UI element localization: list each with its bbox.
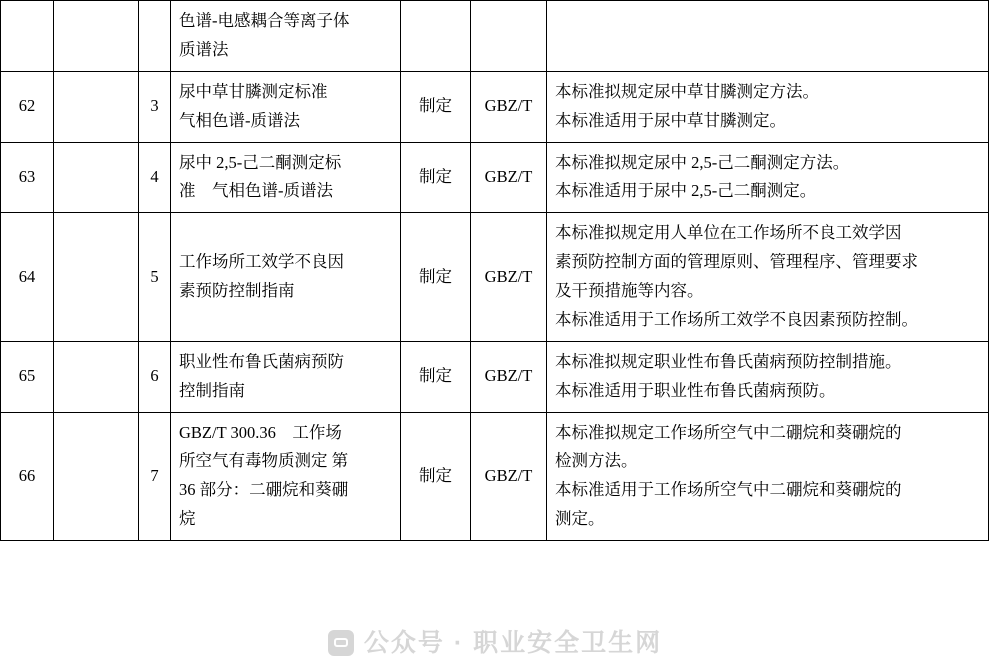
standard-desc-line: 素预防控制方面的管理原则、管理程序、管理要求 xyxy=(555,252,918,272)
row-seq-cell xyxy=(139,1,171,72)
standard-desc-line: 本标准适用于工作场所工效学不良因素预防控制。 xyxy=(555,309,918,329)
standard-name-line: 尿中草甘膦测定标准 xyxy=(179,81,328,101)
standard-name-line: 色谱-电感耦合等离子体 xyxy=(179,11,350,30)
row-seq-cell: 6 xyxy=(139,341,171,412)
standard-desc-line: 检测方法。 xyxy=(555,451,638,471)
standard-type-cell: 制定 xyxy=(401,142,471,213)
row-number-cell: 66 xyxy=(1,412,54,541)
standard-type-cell xyxy=(401,1,471,72)
standard-name-line: 尿中 2,5-己二酮测定标 xyxy=(179,152,342,172)
table-row xyxy=(1,213,989,342)
standard-code-cell: GBZ/T xyxy=(471,142,547,213)
standard-desc-line: 本标准适用于职业性布鲁氏菌病预防。 xyxy=(555,380,836,400)
row-number-cell: 64 xyxy=(1,213,54,342)
standard-desc-line: 本标准适用于尿中草甘膦测定。 xyxy=(555,110,786,130)
standard-name-line: 准 气相色谱-质谱法 xyxy=(179,181,333,201)
row-seq-cell: 5 xyxy=(139,213,171,342)
standard-desc-cell xyxy=(547,412,989,541)
row-seq-cell: 4 xyxy=(139,142,171,213)
standard-name-cell xyxy=(171,412,401,541)
standard-code-cell: GBZ/T xyxy=(471,71,547,142)
standard-desc-cell xyxy=(547,142,989,213)
standard-code-cell: GBZ/T xyxy=(471,213,547,342)
standard-desc-line: 本标准拟规定工作场所空气中二硼烷和葵硼烷的 xyxy=(555,422,902,442)
row-seq-cell: 7 xyxy=(139,412,171,541)
standard-name-line: 所空气有毒物质测定 第 xyxy=(179,451,349,471)
standard-desc-cell xyxy=(547,71,989,142)
row-group-cell xyxy=(54,213,139,342)
standard-name-cell xyxy=(171,71,401,142)
standard-name-cell xyxy=(171,213,401,342)
standard-name-line: 素预防控制指南 xyxy=(179,281,295,300)
standard-name-cell xyxy=(171,341,401,412)
wechat-icon xyxy=(328,630,354,656)
standard-desc-cell xyxy=(547,1,989,72)
row-number-cell: 65 xyxy=(1,341,54,412)
standard-desc-line: 本标准适用于尿中 2,5-己二酮测定。 xyxy=(555,181,817,201)
standard-name-line: 烷 xyxy=(179,509,196,529)
standards-table-body xyxy=(1,1,989,541)
standard-type-cell: 制定 xyxy=(401,341,471,412)
standard-desc-line: 本标准拟规定尿中 2,5-己二酮测定方法。 xyxy=(555,152,850,172)
row-group-cell xyxy=(54,142,139,213)
standard-type-cell: 制定 xyxy=(401,71,471,142)
standard-name-line: 气相色谱-质谱法 xyxy=(179,110,300,130)
row-group-cell xyxy=(54,341,139,412)
standard-name-line: 工作场所工效学不良因 xyxy=(179,252,344,272)
standard-type-cell: 制定 xyxy=(401,412,471,541)
row-seq-cell: 3 xyxy=(139,71,171,142)
standard-desc-cell xyxy=(547,213,989,342)
standard-type-cell: 制定 xyxy=(401,213,471,342)
watermark xyxy=(0,623,990,659)
table-row xyxy=(1,71,989,142)
standard-name-line: GBZ/T 300.36 工作场 xyxy=(179,422,342,442)
standard-code-cell: GBZ/T xyxy=(471,341,547,412)
table-row xyxy=(1,412,989,541)
standard-desc-line: 本标准拟规定用人单位在工作场所不良工效学因 xyxy=(555,223,902,243)
standard-code-cell xyxy=(471,1,547,72)
table-row xyxy=(1,142,989,213)
standard-desc-line: 本标准拟规定尿中草甘膦测定方法。 xyxy=(555,81,819,101)
standard-name-line: 质谱法 xyxy=(179,39,229,59)
row-number-cell: 63 xyxy=(1,142,54,213)
row-group-cell xyxy=(54,412,139,541)
table-row xyxy=(1,1,989,72)
row-number-cell: 62 xyxy=(1,71,54,142)
standard-name-line: 职业性布鲁氏菌病预防 xyxy=(179,351,344,371)
standard-desc-line: 测定。 xyxy=(555,509,605,529)
standard-desc-line: 及干预措施等内容。 xyxy=(555,281,704,300)
standard-name-line: 控制指南 xyxy=(179,380,245,400)
row-group-cell xyxy=(54,71,139,142)
row-number-cell xyxy=(1,1,54,72)
row-group-cell xyxy=(54,1,139,72)
standard-desc-cell xyxy=(547,341,989,412)
standard-name-cell xyxy=(171,142,401,213)
standard-name-cell xyxy=(171,1,401,72)
standard-code-cell: GBZ/T xyxy=(471,412,547,541)
standard-name-line: 36 部分：二硼烷和葵硼 xyxy=(179,480,349,500)
table-row xyxy=(1,341,989,412)
standard-desc-line: 本标准适用于工作场所空气中二硼烷和葵硼烷的 xyxy=(555,480,902,500)
standard-desc-line: 本标准拟规定职业性布鲁氏菌病预防控制措施。 xyxy=(555,351,902,371)
watermark-text: 公众号 · 职业安全卫生网 xyxy=(363,629,663,657)
